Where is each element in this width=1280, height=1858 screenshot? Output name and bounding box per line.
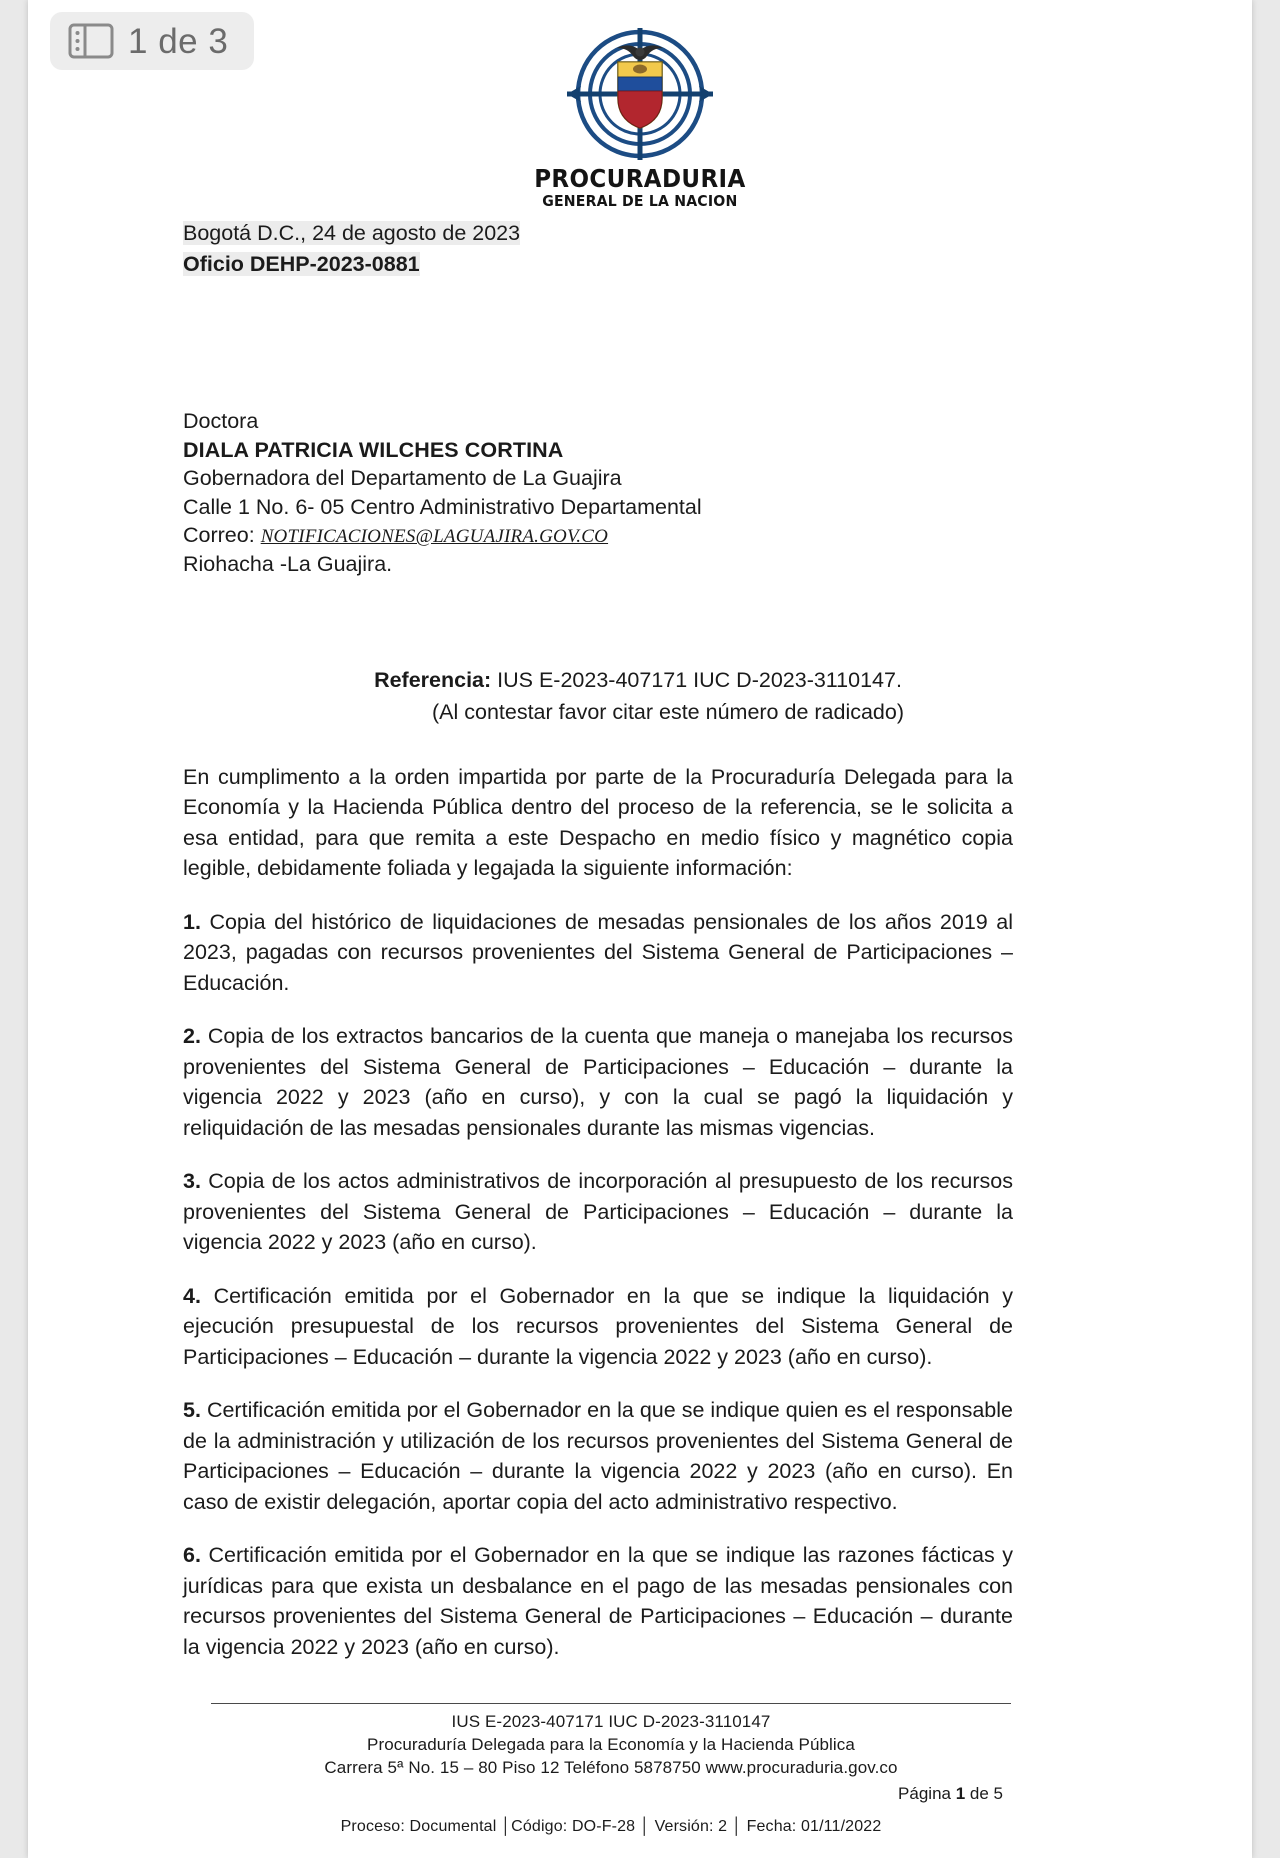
letterhead-subtitle: GENERAL DE LA NACION: [542, 192, 738, 210]
item-number: 6.: [183, 1543, 201, 1568]
request-item: [183, 1540, 1013, 1662]
reference-note: (Al contestar favor citar este número de radicado): [431, 700, 905, 725]
page-indicator[interactable]: [50, 12, 254, 70]
addressee-address: Calle 1 No. 6- 05 Centro Administrativo Departamental: [183, 494, 702, 519]
request-item: [183, 1281, 1013, 1373]
item-text: Copia de los extractos bancarios de la cuenta que maneja o manejaba los recursos provenientes del Sistema General de Participaciones – Educación – durante la vigencia 2022 y 2023 (año en curso), y con la cual se pagó la liquidación y reliquidación de las mesadas pensionales durante las mismas vigencias.: [183, 1024, 1013, 1140]
addressee-email-row: [183, 521, 1013, 550]
item-number: 4.: [183, 1283, 201, 1308]
addressee-name: DIALA PATRICIA WILCHES CORTINA: [183, 437, 564, 462]
footer-reference: IUS E-2023-407171 IUC D-2023-3110147: [451, 1712, 771, 1731]
date-line: Bogotá D.C., 24 de agosto de 2023: [183, 221, 521, 245]
page-indicator-label: 1 de 3: [128, 21, 229, 61]
item-text: Copia de los actos administrativos de incorporación al presupuesto de los recursos provenientes del Sistema General de Participaciones – Educación – durante la vigencia 2022 y 2023 (año en curso).: [183, 1169, 1013, 1255]
document-body: [183, 218, 1013, 1663]
item-number: 5.: [183, 1398, 201, 1423]
request-item: [183, 1166, 1013, 1258]
item-text: Copia del histórico de liquidaciones de mesadas pensionales de los años 2019 al 2023, pagadas con recursos provenientes del Sistema General de Participaciones – Educación.: [183, 909, 1013, 995]
intro-paragraph: En cumplimento a la orden impartida por parte de la Procuraduría Delegada para la Economía y la Hacienda Pública dentro del proceso de la referencia, se le solicita a esa entidad, para que remita a este Despacho en medio físico y magnético copia legible, debidamente foliada y legajada la siguiente información:: [183, 764, 1013, 881]
page-footer: [211, 1703, 1011, 1836]
item-number: 1.: [183, 909, 201, 934]
addressee-salutation: Doctora: [183, 409, 259, 434]
email-link[interactable]: NOTIFICACIONES@LAGUAJIRA.GOV.CO: [260, 526, 609, 548]
footer-page-number: Página 1 de 5: [898, 1784, 1003, 1804]
letterhead-title: PROCURADURIA: [534, 164, 746, 193]
oficio-line: Oficio DEHP-2023-0881: [183, 251, 420, 276]
request-item: [183, 1021, 1013, 1143]
reference-label: Referencia:: [374, 667, 492, 692]
request-item: [183, 907, 1013, 999]
item-number: 2.: [183, 1024, 201, 1049]
reference-block: [183, 665, 1013, 728]
footer-process-meta: Proceso: Documental │Código: DO-F-28 │ Versión: 2 │ Fecha: 01/11/2022: [340, 1818, 882, 1836]
request-item: [183, 1395, 1013, 1517]
item-number: 3.: [183, 1169, 201, 1194]
addressee-position: Gobernadora del Departamento de La Guajira: [183, 466, 622, 491]
footer-divider: [211, 1703, 1011, 1704]
addressee-block: [183, 407, 1013, 579]
item-text: Certificación emitida por el Gobernador en la que se indique la liquidación y ejecución presupuestal de los recursos provenientes del Sistema General de Participaciones – Educación – durante la vigencia 2022 y 2023 (año en curso).: [183, 1283, 1013, 1369]
item-text: Certificación emitida por el Gobernador en la que se indique quien es el responsable de la administración y utilización de los recursos provenientes del Sistema General de Participaciones – Educación – durante la vigencia 2022 y 2023 (año en curso). En caso de existir delegación, aportar copia del acto administrativo respectivo.: [183, 1398, 1013, 1514]
email-label: Correo:: [183, 523, 255, 548]
item-text: Certificación emitida por el Gobernador en la que se indique las razones fácticas y jurídicas para que exista un desbalance en el pago de las mesadas pensionales con recursos provenientes del Sistema General de Participaciones – Educación – durante la vigencia 2022 y 2023 (año en curso).: [183, 1543, 1013, 1659]
sidebar-thumbnail-icon[interactable]: [68, 22, 114, 60]
addressee-city: Riohacha -La Guajira.: [183, 552, 393, 576]
reference-value: IUS E-2023-407171 IUC D-2023-3110147.: [497, 667, 902, 692]
document-page: [28, 0, 1252, 1858]
footer-office: Procuraduría Delegada para la Economía y la Hacienda Pública: [367, 1734, 855, 1754]
reference-line: [183, 665, 1013, 696]
footer-address: Carrera 5ª No. 15 – 80 Piso 12 Teléfono 5878750 www.procuraduria.gov.co: [324, 1757, 898, 1777]
colombia-coat-of-arms-crest-icon: [565, 24, 715, 164]
